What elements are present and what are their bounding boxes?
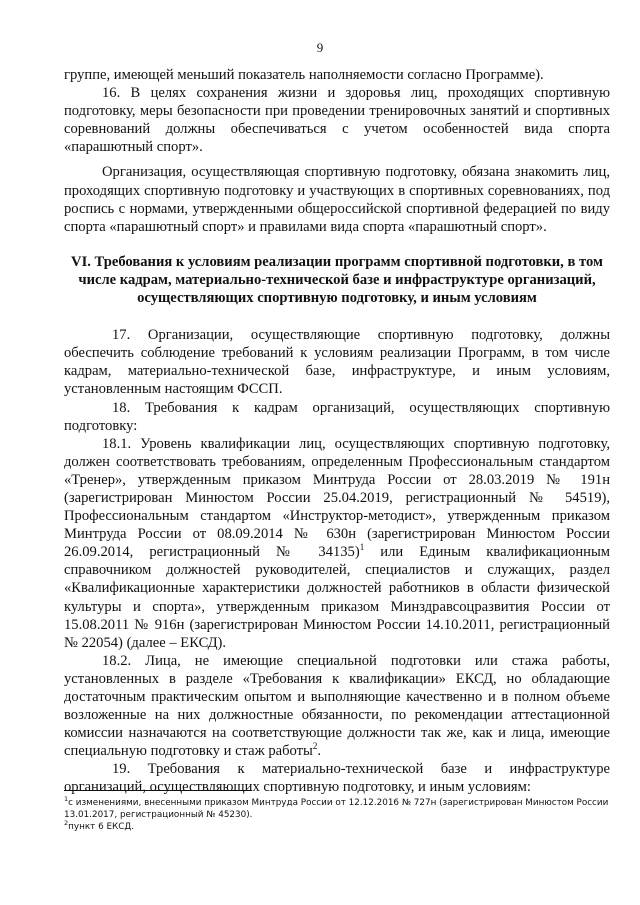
footnote-divider xyxy=(64,790,252,791)
paragraph-18-2-text-a: 18.2. Лица, не имеющие специальной подготовки или стажа работы, установленных в разделе «Требования к квалификации» ЕКСД, но обладающие достаточным практическим опытом и выполняющие качественно и в полном объеме возложенные на них должностные обязанности, по рекомендации аттестационной комиссии назначаются на соответствующие должности так же, как и лица, имеющие специальную подготовку и стаж работы xyxy=(64,652,610,760)
footnote-2-mark: 2 xyxy=(64,819,69,828)
paragraph-organization-duty: Организация, осуществляющая спортивную подготовку, обязана знакомить лиц, проходящих спортивную подготовку и участвующих в спортивных соревнованиях, под роспись с нормами, утвержденными общероссийской спортивной федерацией по виду спорта «парашютный спорт» и правилами вида спорта «парашютный спорт». xyxy=(64,164,610,235)
footnote-ref-2: 2 xyxy=(312,741,318,752)
paragraph-17: 17. Организации, осуществляющие спортивную подготовку, должны обеспечить соблюдение требований к условиям реализации Программ, в том числе кадрам, материально-технической базе, инфраструктуре, и иным условиям, установленным настоящим ФССП. xyxy=(64,327,610,398)
footnote-1-mark: 1 xyxy=(64,795,69,804)
paragraph-18-1-text-a: 18.1. Уровень квалификации лиц, осуществляющих спортивную подготовку, должен соответствовать требованиям, определенным Профессиональным стандартом «Тренер», утвержденным приказом Минтруда России от 28.03.2019 № 191н (зарегистрирован Минюстом России 25.04.2019, регистрационный № 54519), Профессиональным стандартом «Инструктор-методист», утвержденным приказом Минтруда России от 08.09.2014 № 630н (зарегистрирован Минюстом России 26.09.2014, регистрационный № 34135) xyxy=(64,435,610,561)
paragraph-18-2 xyxy=(64,652,610,761)
footnote-2 xyxy=(64,821,610,833)
page-body xyxy=(64,66,610,797)
paragraph-continuation: группе, имеющей меньший показатель наполняемости согласно Программе). xyxy=(64,67,544,83)
paragraph-18: 18. Требования к кадрам организаций, осуществляющих спортивную подготовку: xyxy=(64,399,610,434)
paragraph-18-2-text-b: . xyxy=(317,743,321,760)
footnotes xyxy=(64,797,610,833)
section-heading: VI. Требования к условиям реализации программ спортивной подготовки, в том числе кадрам, материально-технической базе и инфраструктуре организаций, осуществляющих спортивную подготовку, и иным условиям xyxy=(71,253,603,307)
footnote-ref-1: 1 xyxy=(359,542,365,553)
paragraph-18-1-text-b: или Единым квалификационным справочником должностей руководителей, специалистов и служащих, раздел «Квалификационные характеристики должностей работников в области физической культуры и спорта», утвержденным приказом Минздравсоцразвития России от 15.08.2011 № 916н (зарегистрирован Минюстом России 14.10.2011, регистрационный № 22054) (далее – ЕКСД). xyxy=(64,544,610,651)
paragraph-16: 16. В целях сохранения жизни и здоровья лиц, проходящих спортивную подготовку, меры безопасности при проведении тренировочных занятий и спортивных соревнований должны обеспечиваться с учетом особенностей вида спорта «парашютный спорт». xyxy=(64,85,610,156)
footnote-1 xyxy=(64,797,610,821)
page-number: 9 xyxy=(316,40,324,55)
footnote-2-text: пункт 6 ЕКСД. xyxy=(68,822,135,832)
paragraph-19: 19. Требования к материально-технической базе и инфраструктуре организаций, осуществляющих спортивную подготовку, и иным условиям: xyxy=(64,761,610,796)
paragraph-18-1 xyxy=(64,435,610,652)
footnote-1-text: с изменениями, внесенными приказом Минтруда России от 12.12.2016 № 727н (зарегистрирован Минюстом России 13.01.2017, регистрационный № 45230). xyxy=(64,798,609,820)
